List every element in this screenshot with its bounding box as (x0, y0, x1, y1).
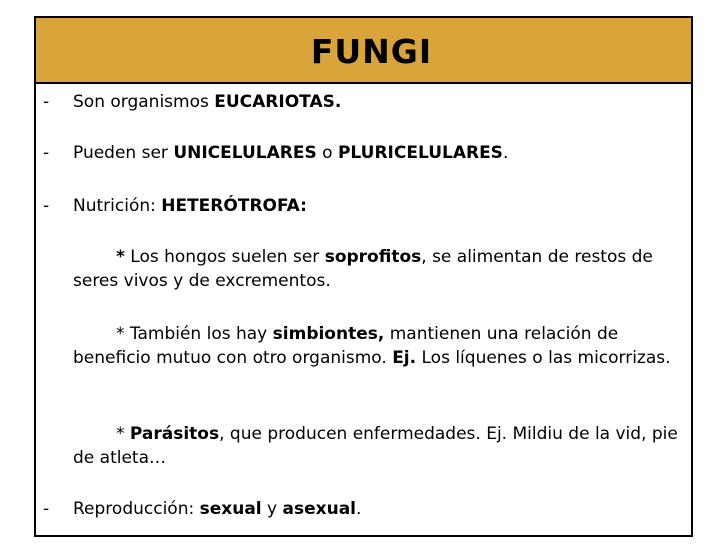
bold-term: soprofitos (324, 247, 422, 267)
bold-term: simbiontes, (272, 324, 385, 344)
title-bar (36, 18, 691, 84)
bullet-text: Reproducción: sexual y asexual. (73, 499, 362, 519)
bold-term: HETERÓTROFA: (161, 196, 307, 216)
bullet-dash: - (43, 196, 50, 216)
bold-term: Parásitos (129, 424, 220, 444)
subitem-text: * Los hongos suelen ser soprofitos, se alimentan de restos de seres vivos y de excrementos. (73, 247, 653, 291)
bullet-dash: - (43, 92, 50, 112)
bullet-text: Nutrición: HETERÓTROFA: (73, 196, 307, 216)
bullet-dash: - (43, 499, 50, 519)
bold-term: Ej. (392, 348, 417, 368)
slide-title: FUNGI (310, 31, 433, 71)
bold-term: PLURICELULARES (337, 143, 503, 163)
asterisk: * (116, 247, 125, 267)
subitem-text: * También los hay simbiontes, mantienen una relación de beneficio mutuo con otro organismo. Ej. Los líquenes o las micorrizas. (73, 324, 671, 368)
bullet-dash: - (43, 143, 50, 163)
bullet-text: Pueden ser UNICELULARES o PLURICELULARES. (73, 143, 509, 163)
bullet-text: Son organismos EUCARIOTAS. (73, 92, 342, 112)
bold-term: asexual (282, 499, 356, 519)
bold-term: UNICELULARES (173, 143, 317, 163)
bold-term: sexual (199, 499, 262, 519)
slide-frame (34, 16, 693, 537)
bold-term: EUCARIOTAS. (214, 92, 342, 112)
subitem-text: * Parásitos, que producen enfermedades. Ej. Mildiu de la vid, pie de atleta… (73, 424, 678, 468)
